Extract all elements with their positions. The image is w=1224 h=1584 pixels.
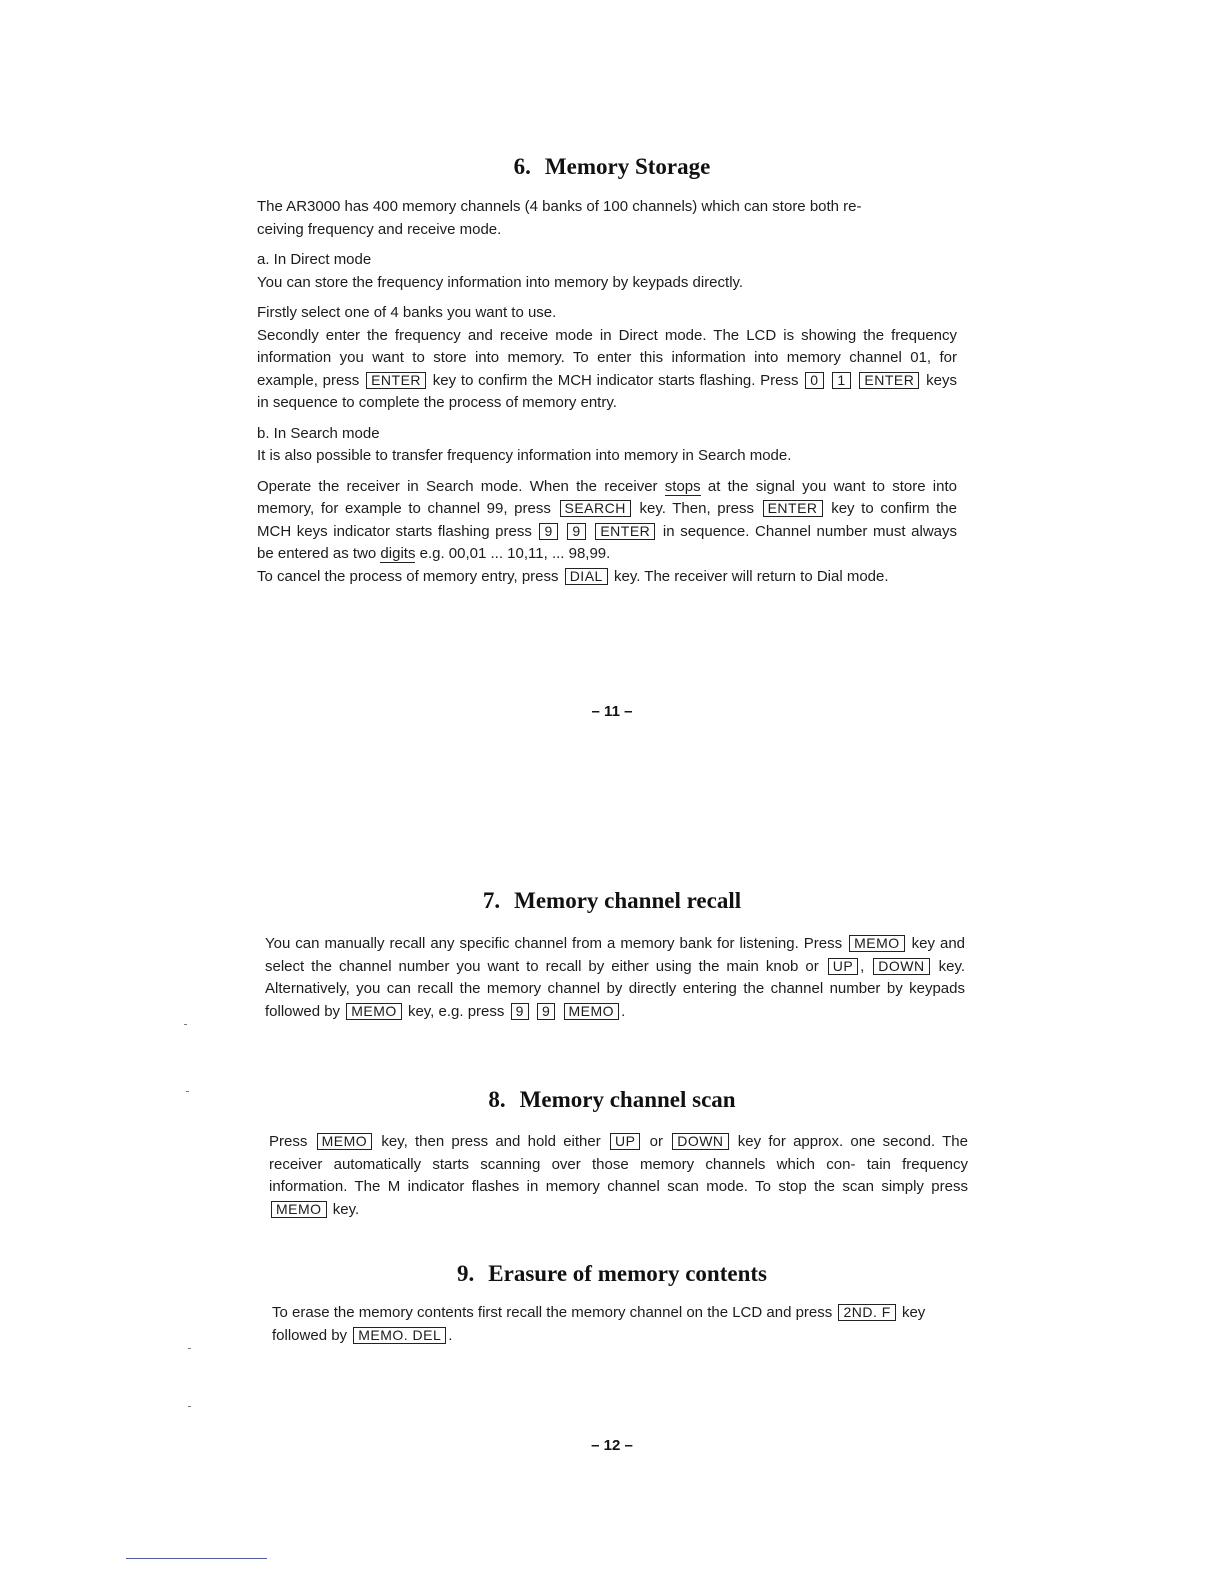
one-key: 1 bbox=[832, 372, 850, 389]
section-title: Memory channel scan bbox=[519, 1087, 736, 1112]
subsection-b-heading: b. In Search mode bbox=[257, 424, 380, 442]
page-number-12: – 12 – bbox=[591, 1437, 633, 1454]
text-run: key to confirm the MCH indicator starts flashing. Press bbox=[432, 371, 799, 389]
text-run: key. Alternatively, you can recall the memory channel by directly entering the channel number by keypads followed by bbox=[265, 957, 966, 1020]
text-run: key and select the channel number you want to recall by either using the main knob or bbox=[265, 935, 965, 975]
down-key: DOWN bbox=[873, 958, 929, 975]
nine-key: 9 bbox=[567, 523, 585, 540]
text-run: . bbox=[621, 1002, 626, 1020]
text-run: Secondly enter the frequency and receive mode in Direct mode. The LCD is showing the frequency information you want to store into memory. To enter this information into memory channel 01, for example, press bbox=[257, 326, 957, 389]
memo-key: MEMO bbox=[271, 1201, 327, 1218]
text-run: key. Then, press bbox=[639, 500, 754, 517]
scan-speck bbox=[188, 1406, 191, 1407]
intro-line: ceiving frequency and receive mode. bbox=[257, 220, 502, 238]
text-run: To cancel the process of memory entry, press bbox=[257, 567, 559, 585]
underlined-text: stops bbox=[664, 477, 701, 495]
section-8-heading bbox=[0, 1087, 1224, 1113]
section-7-heading bbox=[0, 888, 1224, 914]
text-run: e.g. 00,01 ... 10,11, ... 98,99. bbox=[419, 545, 611, 562]
paragraph bbox=[257, 476, 957, 566]
paragraph bbox=[257, 325, 957, 415]
footer-rule bbox=[126, 1558, 267, 1559]
nine-key: 9 bbox=[537, 1003, 555, 1020]
section-number: 8. bbox=[488, 1087, 506, 1112]
scan-speck bbox=[188, 1348, 191, 1349]
text-run: key to confirm the MCH keys indicator starts flashing press bbox=[257, 500, 957, 540]
text-run: Operate the receiver in Search mode. When the receiver bbox=[257, 477, 658, 495]
memo-key: MEMO bbox=[317, 1133, 373, 1150]
paragraph: Firstly select one of 4 banks you want to use. bbox=[257, 304, 557, 321]
paragraph bbox=[269, 1131, 968, 1221]
paragraph bbox=[257, 566, 957, 589]
text-run: key. bbox=[332, 1200, 360, 1218]
section-number: 7. bbox=[482, 888, 501, 913]
dial-key: DIAL bbox=[565, 568, 608, 585]
text-run: Press bbox=[269, 1133, 308, 1150]
scan-speck bbox=[184, 1024, 187, 1025]
nine-key: 9 bbox=[511, 1003, 529, 1020]
text-run: key for approx. one second. The receiver automatically starts scanning over those memory channels which con- tain frequency information. The M indicator flashes in memory channel scan mode. To stop the scan simply press bbox=[269, 1133, 968, 1195]
section-7-body bbox=[265, 933, 965, 1023]
text-run: key followed by bbox=[272, 1304, 926, 1344]
underlined-text: digits bbox=[380, 545, 416, 562]
search-key: SEARCH bbox=[560, 500, 631, 517]
enter-key: ENTER bbox=[366, 372, 426, 389]
page-number-11: – 11 – bbox=[591, 703, 633, 720]
up-key: UP bbox=[610, 1133, 640, 1150]
text-run: keys in sequence to complete the process of memory entry. bbox=[257, 371, 957, 411]
paragraph: You can store the frequency information into memory by keypads directly. bbox=[257, 273, 744, 291]
subsection-a-heading: a. In Direct mode bbox=[257, 251, 372, 268]
section-6-body bbox=[257, 196, 957, 588]
paragraph: You can manually recall any specific channel from a memory bank for listening. Press MEMO key and select the channel number you want to recall by either using the main knob or UP , DOWN key. Alternatively, you can recall the memory channel by directly entering the channel number by keypads followed by MEMO key, e.g. press 9 9 MEMO . bbox=[265, 935, 966, 1020]
section-title: Memory Storage bbox=[544, 154, 711, 179]
up-key: UP bbox=[828, 958, 858, 975]
intro-line: The AR3000 has 400 memory channels (4 banks of 100 channels) which can store both re- bbox=[257, 198, 862, 215]
section-number: 9. bbox=[457, 1261, 475, 1286]
zero-key: 0 bbox=[805, 372, 823, 389]
text-run: key, e.g. press bbox=[407, 1002, 505, 1020]
paragraph: It is also possible to transfer frequency information into memory in Search mode. bbox=[257, 447, 792, 464]
text-run: To erase the memory contents first recall the memory channel on the LCD and press bbox=[272, 1304, 833, 1321]
memo-key: MEMO bbox=[849, 935, 905, 952]
text-run: in sequence. Channel number must always be entered as two bbox=[257, 522, 957, 562]
memo-del-key: MEMO. DEL bbox=[353, 1327, 446, 1344]
text-run: key, then press and hold either bbox=[381, 1133, 601, 1150]
memo-key: MEMO bbox=[346, 1003, 402, 1020]
section-title: Memory channel recall bbox=[514, 888, 742, 913]
section-number: 6. bbox=[513, 154, 531, 179]
text-run: . bbox=[448, 1326, 453, 1344]
scan-speck bbox=[186, 1091, 189, 1092]
section-9-heading bbox=[0, 1261, 1224, 1287]
paragraph bbox=[272, 1302, 972, 1347]
text-run: key. The receiver will return to Dial mode. bbox=[613, 567, 889, 585]
enter-key: ENTER bbox=[859, 372, 919, 389]
section-9-body bbox=[272, 1302, 972, 1347]
text-run: You can manually recall any specific channel from a memory bank for listening. Press bbox=[265, 935, 843, 952]
section-8-body bbox=[269, 1131, 968, 1221]
second-f-key: 2ND. F bbox=[838, 1304, 895, 1321]
enter-key: ENTER bbox=[595, 523, 655, 540]
memo-key: MEMO bbox=[564, 1003, 620, 1020]
text-run: or bbox=[649, 1133, 663, 1150]
enter-key: ENTER bbox=[763, 500, 823, 517]
text-run: at the signal you want to store into memory, for example to channel 99, press bbox=[257, 477, 957, 517]
section-title: Erasure of memory contents bbox=[488, 1261, 767, 1286]
down-key: DOWN bbox=[672, 1133, 728, 1150]
section-6-heading bbox=[0, 154, 1224, 180]
nine-key: 9 bbox=[539, 523, 557, 540]
